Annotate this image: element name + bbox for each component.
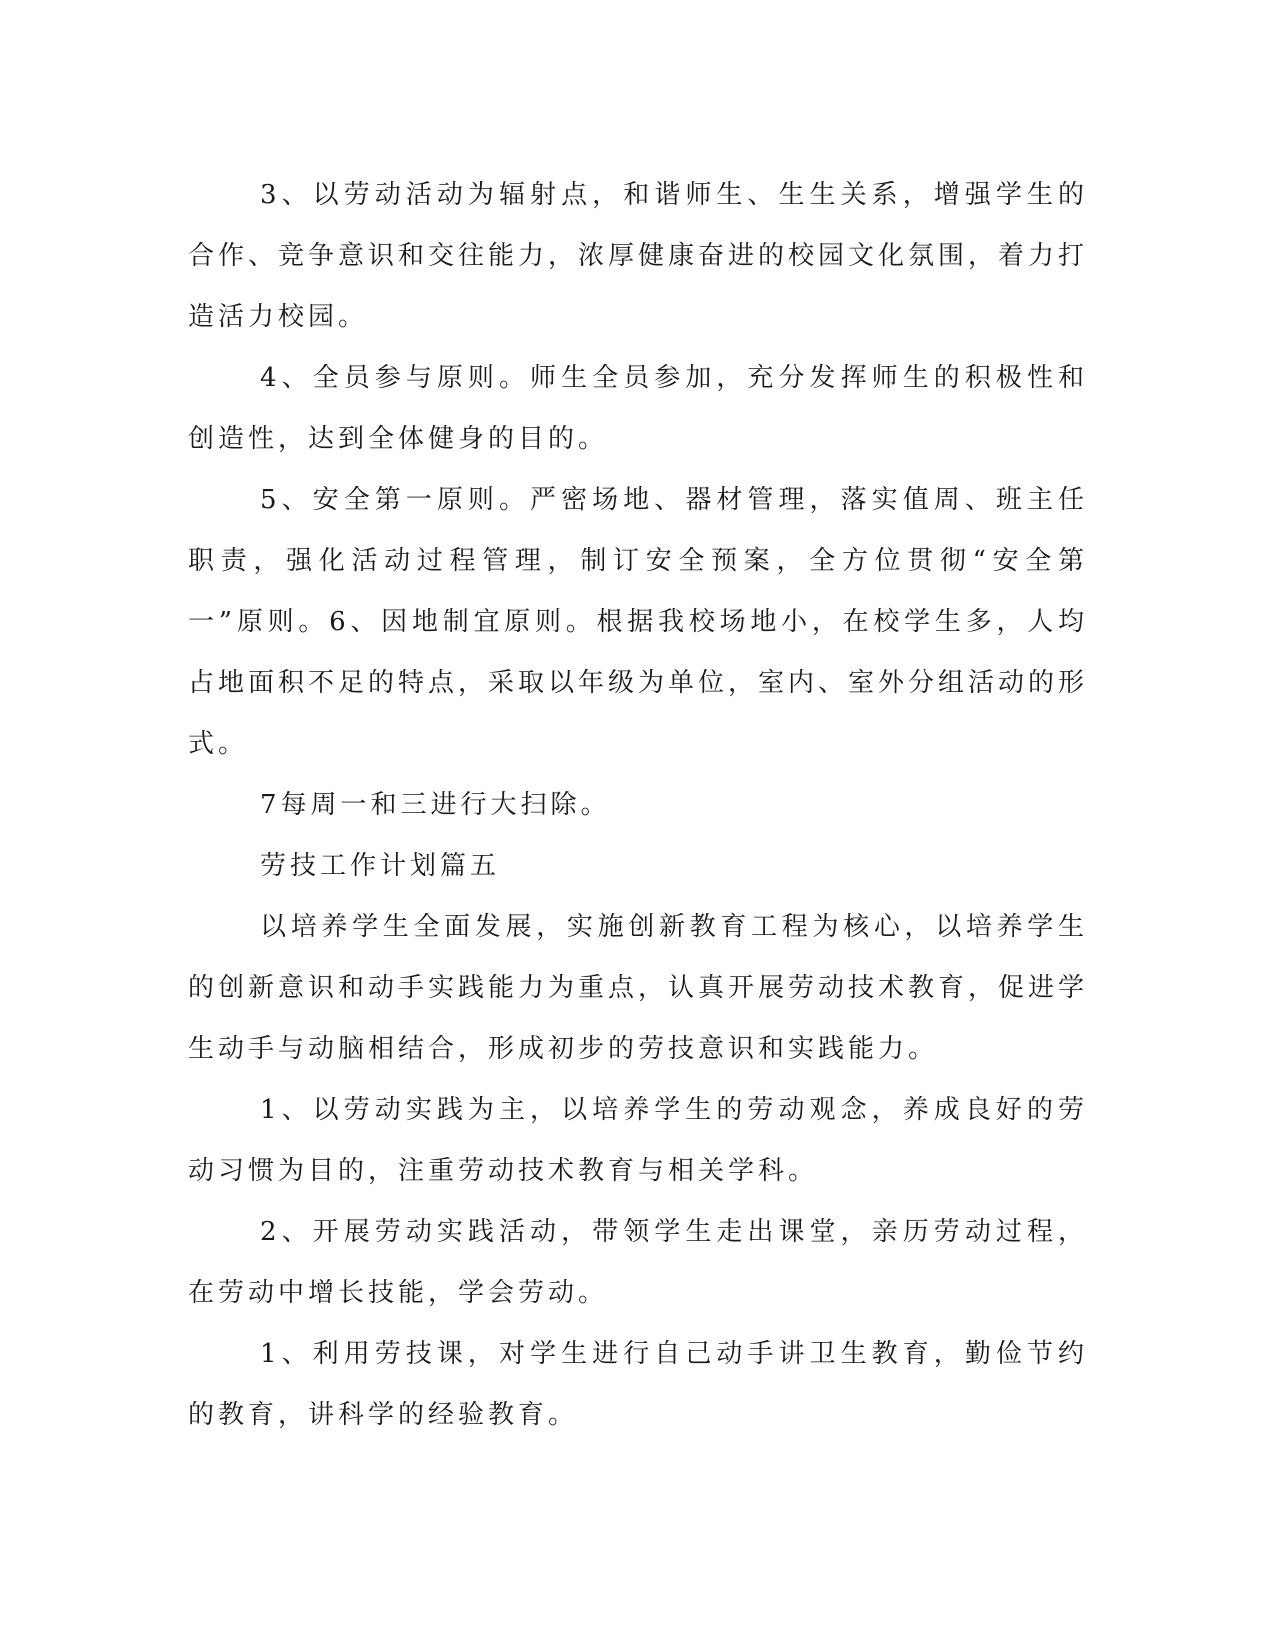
paragraph-measure-1: 1、利用劳技课，对学生进行自己动手讲卫生教育，勤俭节约的教育，讲科学的经验教育。 <box>188 1339 1088 1430</box>
paragraph-item-7: 7每周一和三进行大扫除。 <box>260 790 611 820</box>
section-heading: 劳技工作计划篇五 <box>260 851 501 881</box>
paragraph-principle-5-6: 5、安全第一原则。严密场地、器材管理，落实值周、班主任职责，强化活动过程管理，制订安全预案，全方位贯彻“安全第一”原则。6、因地制宜原则。根据我校场地小，在校学生多，人均占地面积不足的特点，采取以年级为单位，室内、室外分组活动的形式。 <box>188 485 1089 759</box>
paragraph-goal-1: 1、以劳动实践为主，以培养学生的劳动观念，养成良好的劳动习惯为目的，注重劳动技术教育与相关学科。 <box>188 1095 1088 1186</box>
document-body <box>188 165 1088 1446</box>
paragraph-principle-4: 4、全员参与原则。师生全员参加，充分发挥师生的积极性和创造性，达到全体健身的目的。 <box>188 363 1088 454</box>
paragraph-goal-2: 2、开展劳动实践活动，带领学生走出课堂，亲历劳动过程，在劳动中增长技能，学会劳动。 <box>188 1217 1088 1308</box>
paragraph-guiding-idea: 以培养学生全面发展，实施创新教育工程为核心，以培养学生的创新意识和动手实践能力为重点，认真开展劳动技术教育，促进学生动手与动脑相结合，形成初步的劳技意识和实践能力。 <box>188 912 1089 1064</box>
paragraph-principle-3: 3、以劳动活动为辐射点，和谐师生、生生关系，增强学生的合作、竞争意识和交往能力，浓厚健康奋进的校园文化氛围，着力打造活力校园。 <box>188 180 1089 332</box>
